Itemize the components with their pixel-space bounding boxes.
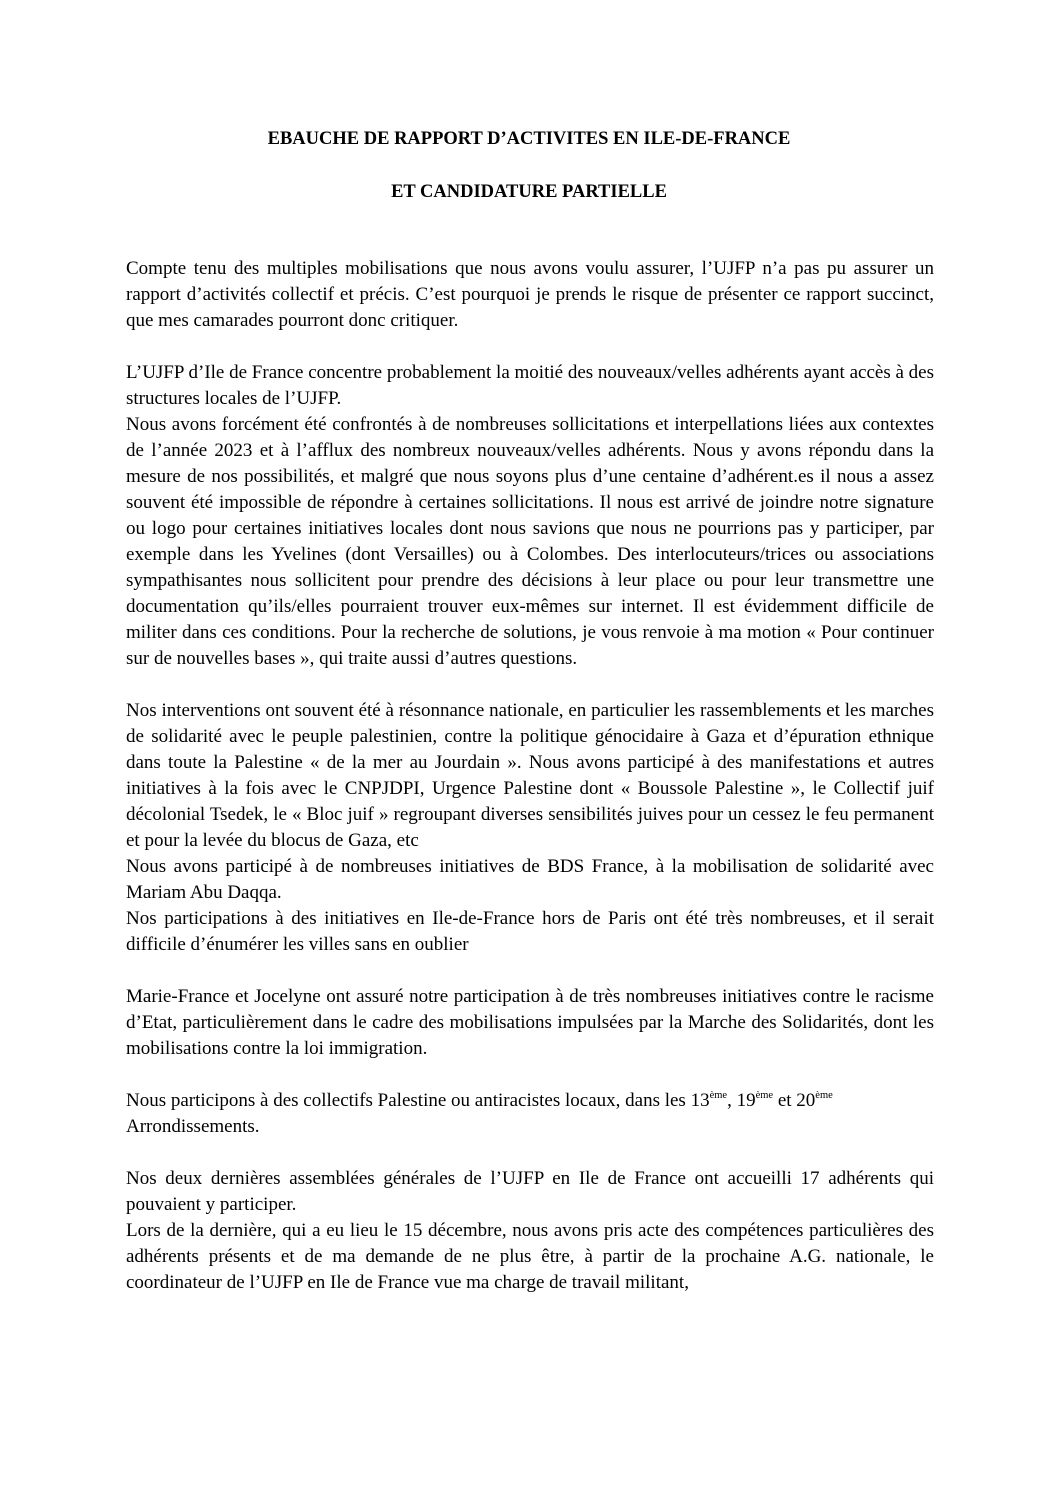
collectives-text-c: et 20	[773, 1090, 816, 1111]
superscript-20: ème	[815, 1090, 833, 1101]
collectives-text-d: Arrondissements.	[126, 1116, 260, 1137]
paragraph-idf-members: L’UJFP d’Ile de France concentre probablement la moitié des nouveaux/velles adhérents ayant accès à des structures locales de l’UJFP.	[126, 362, 934, 409]
paragraph-local-collectives	[126, 1088, 934, 1140]
paragraph-solicitations: Nous avons forcément été confrontés à de nombreuses sollicitations et interpellations liées aux contextes de l’année 2023 et à l’afflux des nombreux nouveaux/velles adhérents. Nous y avons répondu dans la mesure de nos possibilités, et malgré que nous soyons plus d’une centaine d’adhérent.es il nous a assez souvent été impossible de répondre à certaines sollicitations. Il nous est arrivé de joindre notre signature ou logo pour certaines initiatives locales dont nous savions que nous ne pourrions pas y participer, par exemple dans les Yvelines (dont Versailles) ou à Colombes. Des interlocuteurs/trices ou associations sympathisantes nous sollicitent pour prendre des décisions à leur place ou pour leur transmettre une documentation qu’ils/elles pourraient trouver eux-mêmes sur internet. Il est évidemment difficile de militer dans ces conditions. Pour la recherche de solutions, je vous renvoie à ma motion « Pour continuer sur de nouvelles bases », qui traite aussi d’autres questions.	[126, 414, 934, 669]
paragraph-intro: Compte tenu des multiples mobilisations que nous avons voulu assurer, l’UJFP n’a pas pu assurer un rapport d’activités collectif et précis. C’est pourquoi je prends le risque de présenter ce rapport succinct, que mes camarades pourront donc critiquer.	[126, 258, 934, 331]
document-title-line-1: EBAUCHE DE RAPPORT D’ACTIVITES EN ILE-DE-FRANCE	[267, 129, 791, 149]
document-body	[126, 256, 934, 1296]
document-title-line-2: ET CANDIDATURE PARTIELLE	[391, 182, 667, 202]
collectives-text-b: , 19	[727, 1090, 756, 1111]
paragraph-general-assemblies: Nos deux dernières assemblées générales de l’UJFP en Ile de France ont accueilli 17 adhérents qui pouvaient y participer.	[126, 1168, 934, 1215]
paragraph-outside-paris: Nos participations à des initiatives en Ile-de-France hors de Paris ont été très nombreuses, et il serait difficile d’énumérer les villes sans en oublier	[126, 908, 934, 955]
paragraph-interventions: Nos interventions ont souvent été à résonnance nationale, en particulier les rassemblements et les marches de solidarité avec le peuple palestinien, contre la politique génocidaire à Gaza et d’épuration ethnique dans toute la Palestine « de la mer au Jourdain ». Nous avons participé à des manifestations et autres initiatives à la fois avec le CNPJDPI, Urgence Palestine dont « Boussole Palestine », le Collectif juif décolonial Tsedek, le « Bloc juif » regroupant diverses sensibilités juives pour un cessez le feu permanent et pour la levée du blocus de Gaza, etc	[126, 700, 934, 851]
paragraph-antiracism: Marie-France et Jocelyne ont assuré notre participation à de très nombreuses initiatives contre le racisme d’Etat, particulièrement dans le cadre des mobilisations impulsées par la Marche des Solidarités, dont les mobilisations contre la loi immigration.	[126, 986, 934, 1059]
paragraph-last-assembly: Lors de la dernière, qui a eu lieu le 15 décembre, nous avons pris acte des compétences particulières des adhérents présents et de ma demande de ne plus être, à partir de la prochaine A.G. nationale, le coordinateur de l’UJFP en Ile de France vue ma charge de travail militant,	[126, 1220, 934, 1293]
paragraph-bds: Nous avons participé à de nombreuses initiatives de BDS France, à la mobilisation de solidarité avec Mariam Abu Daqqa.	[126, 856, 934, 903]
superscript-13: ème	[709, 1090, 728, 1101]
collectives-text-a: Nous participons à des collectifs Palestine ou antiracistes locaux, dans les 13	[126, 1090, 710, 1111]
superscript-19: ème	[755, 1090, 774, 1101]
